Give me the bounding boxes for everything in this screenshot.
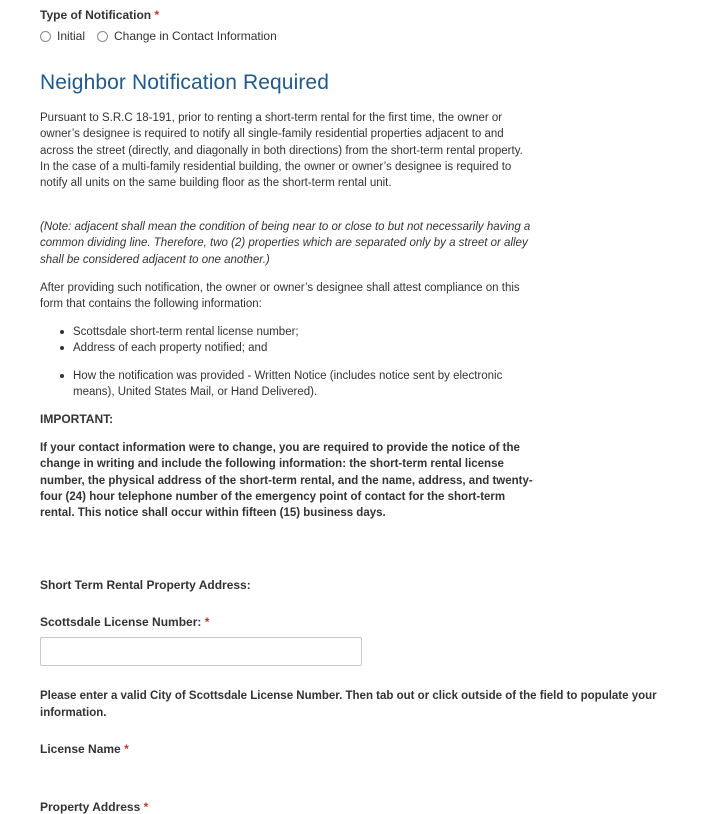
intro-paragraph: Pursuant to S.R.C 18-191, prior to renting a short-term rental for the first time, the owner or owner’s designee is required to notify all single-family residential properties adjacent to and across the street (directly, and diagonally in both directions) from the short-term rental property. In the case of a multi-family residential building, the owner or owner’s designee is required to notify all units on the same building floor as the short-term rental unit.	[40, 112, 523, 190]
property-address-label-text: Property Address	[40, 800, 141, 814]
notification-type-options	[40, 29, 289, 43]
required-asterisk: *	[124, 742, 129, 756]
list-item: Address of each property notified; and	[40, 340, 540, 356]
list-item: How the notification was provided - Written Notice (includes notice sent by electronic means), United States Mail, or Hand Delivered).	[40, 368, 540, 401]
radio-change-contact-info[interactable]	[97, 31, 108, 42]
property-address-heading: Short Term Rental Property Address:	[40, 578, 251, 592]
license-name-label-text: License Name	[40, 742, 121, 756]
license-name-label	[40, 742, 129, 756]
required-asterisk: *	[154, 8, 160, 22]
radio-initial[interactable]	[40, 31, 51, 42]
notification-type-label	[40, 8, 159, 22]
radio-change-contact-info-label[interactable]: Change in Contact Information	[114, 29, 277, 43]
list-item: Scottsdale short-term rental license number;	[40, 324, 540, 340]
property-address-label	[40, 800, 148, 814]
important-text: If your contact information were to change, you are required to provide the notice of the change in writing and include the following information: the short-term rental license number, the physical address of the short-term rental, and the name, address, and twenty-four (24) hour telephone number of the emergency point of contact for the short-term rental. This notice shall occur within fifteen (15) business days.	[40, 442, 533, 520]
radio-initial-label[interactable]: Initial	[57, 29, 86, 43]
license-number-label	[40, 615, 209, 629]
adjacent-note: (Note: adjacent shall mean the condition of being near to or close to but not necessarily having a common dividing line. Therefore, two (2) properties which are separated only by a street or alley shall be considered adjacent to one another.)	[40, 221, 531, 266]
notification-method-list	[40, 368, 540, 401]
license-number-input[interactable]	[40, 637, 362, 666]
license-number-hint: Please enter a valid City of Scottsdale License Number. Then tab out or click outside of the field to populate your information.	[40, 690, 657, 719]
section-heading: Neighbor Notification Required	[40, 71, 329, 94]
license-number-label-text: Scottsdale License Number:	[40, 615, 202, 629]
attest-paragraph: After providing such notification, the owner or owner’s designee shall attest compliance on this form that contains the following information:	[40, 282, 520, 311]
required-asterisk: *	[204, 615, 210, 629]
required-asterisk: *	[143, 800, 149, 814]
important-label: IMPORTANT:	[40, 412, 114, 426]
required-info-list	[40, 324, 540, 357]
notification-type-label-text: Type of Notification	[40, 8, 152, 22]
